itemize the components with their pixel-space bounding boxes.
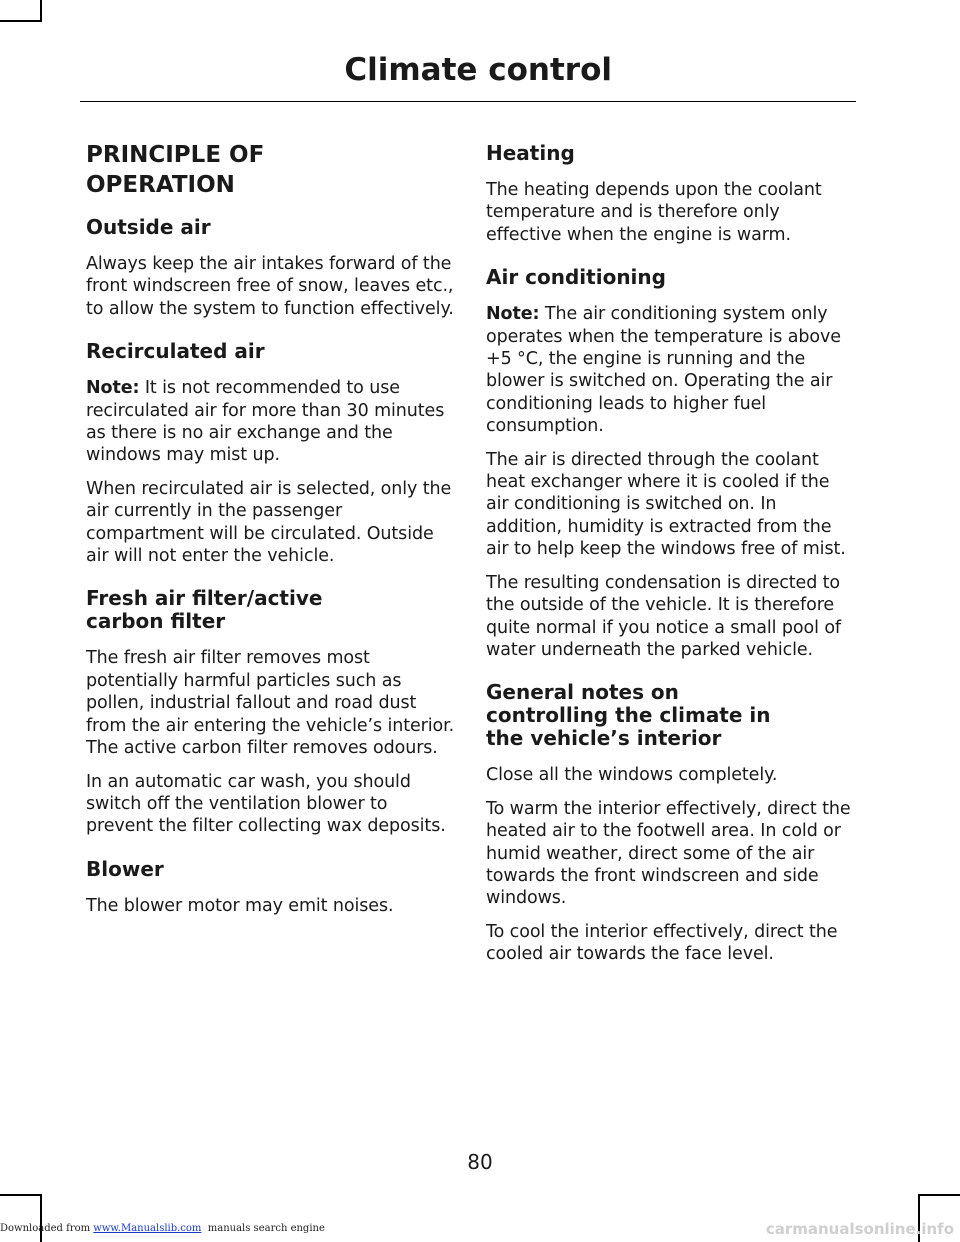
footer-suffix: manuals search engine [201, 1223, 325, 1234]
page-header-title: Climate control [344, 52, 612, 88]
blower-heading: Blower [86, 856, 164, 881]
outside-air-paragraph: Always keep the air intakes forward of the front windscreen free of snow, leaves etc., to allow the system to function effectively. [86, 254, 454, 319]
fresh-air-filter-paragraph-1: The fresh air filter removes most potentially harmful particles such as pollen, industrial fallout and road dust from the air entering the vehicle’s interior. The active carbon filter removes odours. [86, 648, 455, 759]
air-conditioning-paragraph-2: The air is directed through the coolant heat exchanger where it is cooled if the air conditioning is switched on. In addition, humidity is extracted from the air to help keep the windows free of mist. [486, 449, 846, 560]
general-notes-paragraph-2: To warm the interior effectively, direct the heated air to the footwell area. In cold or humid weather, direct some of the air towards the front windscreen and side windows. [486, 798, 851, 909]
fresh-air-filter-paragraph-2: In an automatic car wash, you should switch off the ventilation blower to prevent the filter collecting wax deposits. [86, 771, 446, 837]
watermark: carmanualsonline.info [765, 1220, 954, 1238]
crop-mark-top-left-v [40, 0, 42, 22]
section-title [86, 140, 458, 200]
section-title-line1: PRINCIPLE OF [86, 142, 265, 168]
blower-paragraph: The blower motor may emit noises. [86, 895, 394, 916]
note-text: The air conditioning system only operates when the temperature is above +5 °C, the engine is running and the blower is switched on. Operating the air conditioning leads to higher fuel consumption. [486, 304, 841, 437]
fresh-air-filter-heading-line1: Fresh air filter/active [86, 586, 323, 611]
general-notes-paragraph-1: Close all the windows completely. [486, 765, 778, 786]
note-label: Note: [86, 378, 140, 399]
right-column [486, 140, 856, 977]
header-divider [80, 101, 856, 102]
recirculated-air-paragraph: When recirculated air is selected, only the air currently in the passenger compartment will be circulated. Outside air will not enter the vehicle. [86, 478, 452, 567]
air-conditioning-heading: Air conditioning [486, 265, 666, 290]
heating-paragraph: The heating depends upon the coolant temperature and is therefore only effective when the engine is warm. [486, 180, 822, 245]
download-footer [0, 1223, 325, 1234]
outside-air-heading: Outside air [86, 215, 211, 239]
recirculated-air-heading: Recirculated air [86, 339, 265, 364]
manualslib-link[interactable]: www.Manualslib.com [93, 1223, 202, 1234]
crop-mark-bottom-right-h [918, 1194, 960, 1196]
fresh-air-filter-heading-line2: carbon filter [86, 609, 226, 634]
air-conditioning-paragraph-3: The resulting condensation is directed to the outside of the vehicle. It is therefore quite normal if you notice a small pool of water underneath the parked vehicle. [486, 572, 841, 660]
note-label: Note: [486, 304, 540, 325]
crop-mark-bottom-left-v [40, 1194, 42, 1242]
general-notes-heading-line1: General notes on [486, 680, 679, 705]
note-text: It is not recommended to use recirculated air for more than 30 minutes as there is no air exchange and the windows may mist up. [86, 378, 445, 466]
general-notes-heading-line3: the vehicle’s interior [486, 726, 722, 751]
crop-mark-bottom-left-h [0, 1194, 42, 1196]
crop-mark-top-left-h [0, 20, 42, 22]
fresh-air-filter-heading [86, 587, 458, 633]
recirculated-air-note [86, 377, 458, 467]
footer-prefix: Downloaded from [0, 1223, 94, 1234]
left-column [86, 140, 458, 928]
general-notes-paragraph-3: To cool the interior effectively, direct the cooled air towards the face level. [486, 921, 838, 965]
general-notes-heading-line2: controlling the climate in [486, 703, 771, 728]
section-title-line2: OPERATION [86, 172, 235, 198]
general-notes-heading [486, 681, 856, 750]
air-conditioning-note [486, 303, 856, 437]
heating-heading: Heating [486, 141, 575, 165]
page-number: 80 [467, 1150, 493, 1174]
